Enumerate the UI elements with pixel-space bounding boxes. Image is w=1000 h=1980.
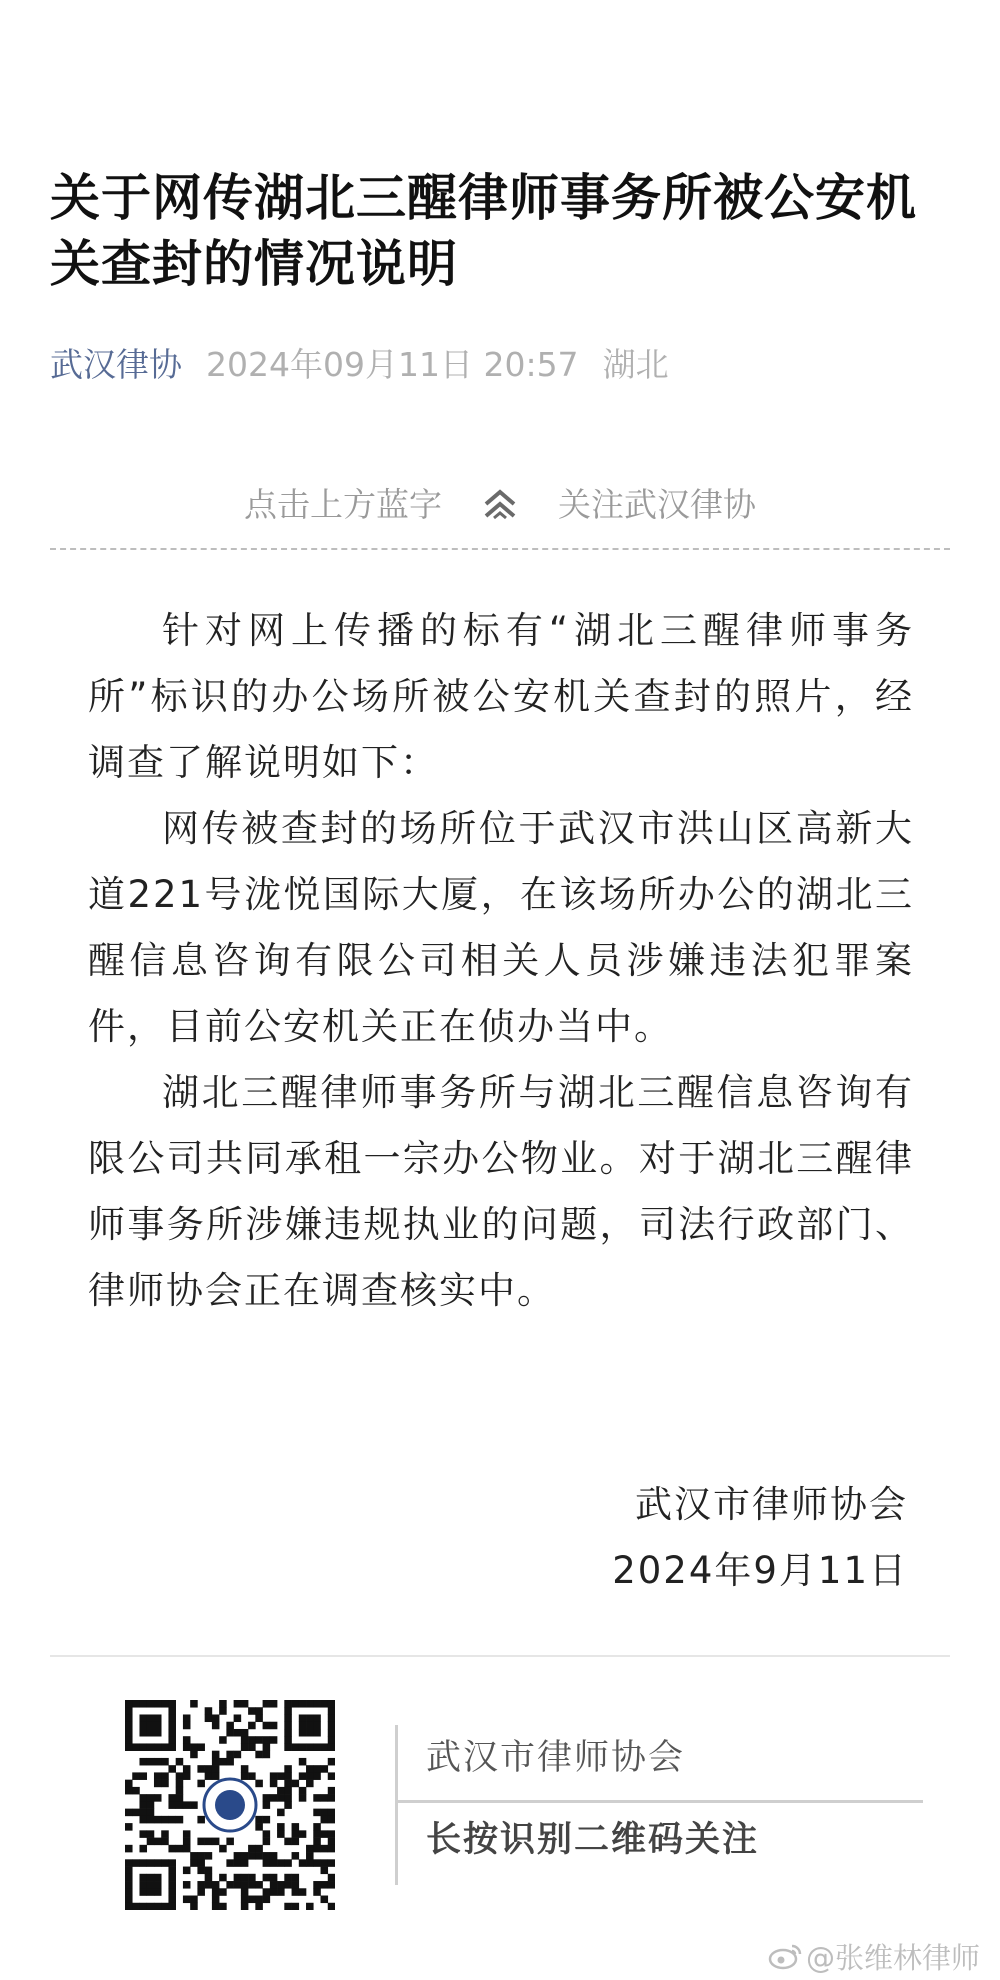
- qr-card: [395, 1725, 923, 1885]
- follow-prompt-right: 关注武汉律协: [558, 485, 756, 524]
- article-meta: [50, 340, 669, 390]
- qr-org-name: 武汉市律师协会: [426, 1738, 686, 1778]
- article-body: [88, 598, 914, 1324]
- publish-location: 湖北: [602, 345, 669, 384]
- watermark: [768, 1940, 980, 1976]
- account-name-link[interactable]: 武汉律协: [50, 345, 182, 384]
- dashed-divider: [50, 548, 950, 550]
- publish-datetime: 2024年09月11日 20:57: [206, 345, 579, 384]
- follow-prompt[interactable]: [50, 480, 950, 530]
- article-signature: [612, 1472, 908, 1604]
- double-chevron-up-icon: [480, 480, 520, 530]
- signature-organization: 武汉市律师协会: [635, 1483, 908, 1526]
- qr-card-divider: [398, 1800, 923, 1803]
- signature-date: 2024年9月11日: [612, 1549, 908, 1592]
- article-paragraph-2: 网传被查封的场所位于武汉市洪山区高新大道221号泷悦国际大厦，在该场所办公的湖北三醒信息咨询有限公司相关人员涉嫌违法犯罪案件，目前公安机关正在侦办当中。: [88, 807, 914, 1048]
- qr-code[interactable]: [125, 1700, 335, 1910]
- weibo-icon: [768, 1942, 802, 1978]
- article-title: 关于网传湖北三醒律师事务所被公安机关查封的情况说明: [50, 169, 917, 293]
- article-paragraph-3: 湖北三醒律师事务所与湖北三醒信息咨询有限公司共同承租一宗办公物业。对于湖北三醒律师事务所涉嫌违规执业的问题，司法行政部门、律师协会正在调查核实中。: [88, 1071, 914, 1312]
- qr-hint: 长按识别二维码关注: [426, 1820, 760, 1860]
- article-paragraph-1: 针对网上传播的标有“湖北三醒律师事务所”标识的办公场所被公安机关查封的照片，经调查了解说明如下：: [88, 609, 914, 784]
- follow-prompt-left: 点击上方蓝字: [244, 485, 442, 524]
- footer-divider: [50, 1655, 950, 1657]
- watermark-text: @张维林律师: [805, 1941, 980, 1975]
